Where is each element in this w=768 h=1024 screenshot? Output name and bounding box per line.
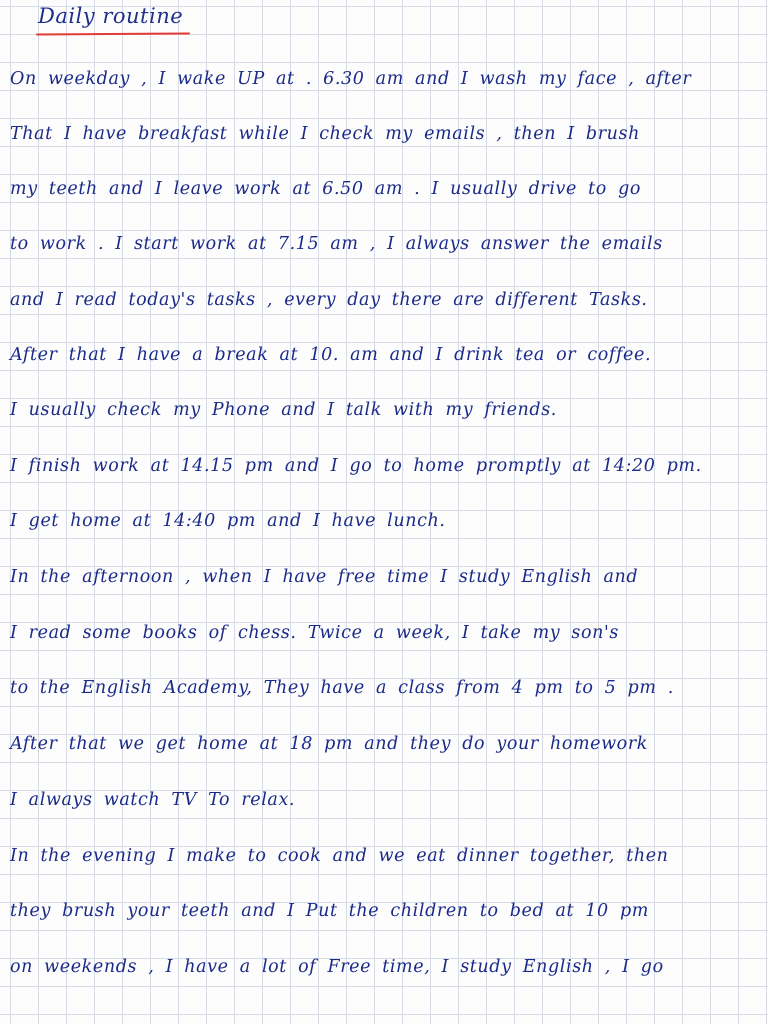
text-line-7: I usually check my Phone and I talk with my friends.	[10, 400, 557, 420]
text-line-16: they brush your teeth and I Put the children to bed at 10 pm	[10, 901, 649, 921]
text-line-2: That I have breakfast while I check my emails , then I brush	[10, 124, 640, 144]
text-line-10: In the afternoon , when I have free time I study English and	[10, 567, 639, 587]
text-line-4: to work . I start work at 7.15 am , I always answer the emails	[10, 234, 663, 254]
text-line-6: After that I have a break at 10. am and I drink tea or coffee.	[10, 345, 652, 365]
text-line-12: to the English Academy, They have a class from 4 pm to 5 pm .	[10, 678, 674, 698]
text-line-14: I always watch TV To relax.	[10, 790, 296, 810]
page-title: Daily routine	[38, 4, 184, 28]
text-line-15: In the evening I make to cook and we eat dinner together, then	[10, 846, 669, 866]
text-line-13: After that we get home at 18 pm and they do your homework	[10, 734, 648, 754]
text-line-11: I read some books of chess. Twice a week, I take my son's	[10, 623, 619, 643]
text-line-17: on weekends , I have a lot of Free time, I study English , I go	[10, 957, 664, 977]
text-line-9: I get home at 14:40 pm and I have lunch.	[10, 511, 446, 531]
text-line-3: my teeth and I leave work at 6.50 am . I usually drive to go	[10, 179, 642, 199]
title-underline	[36, 32, 190, 35]
text-line-8: I finish work at 14.15 pm and I go to home promptly at 14:20 pm.	[10, 456, 702, 476]
text-line-5: and I read today's tasks , every day there are different Tasks.	[10, 290, 648, 310]
text-line-1: On weekday , I wake UP at . 6.30 am and I wash my face , after	[10, 69, 692, 89]
